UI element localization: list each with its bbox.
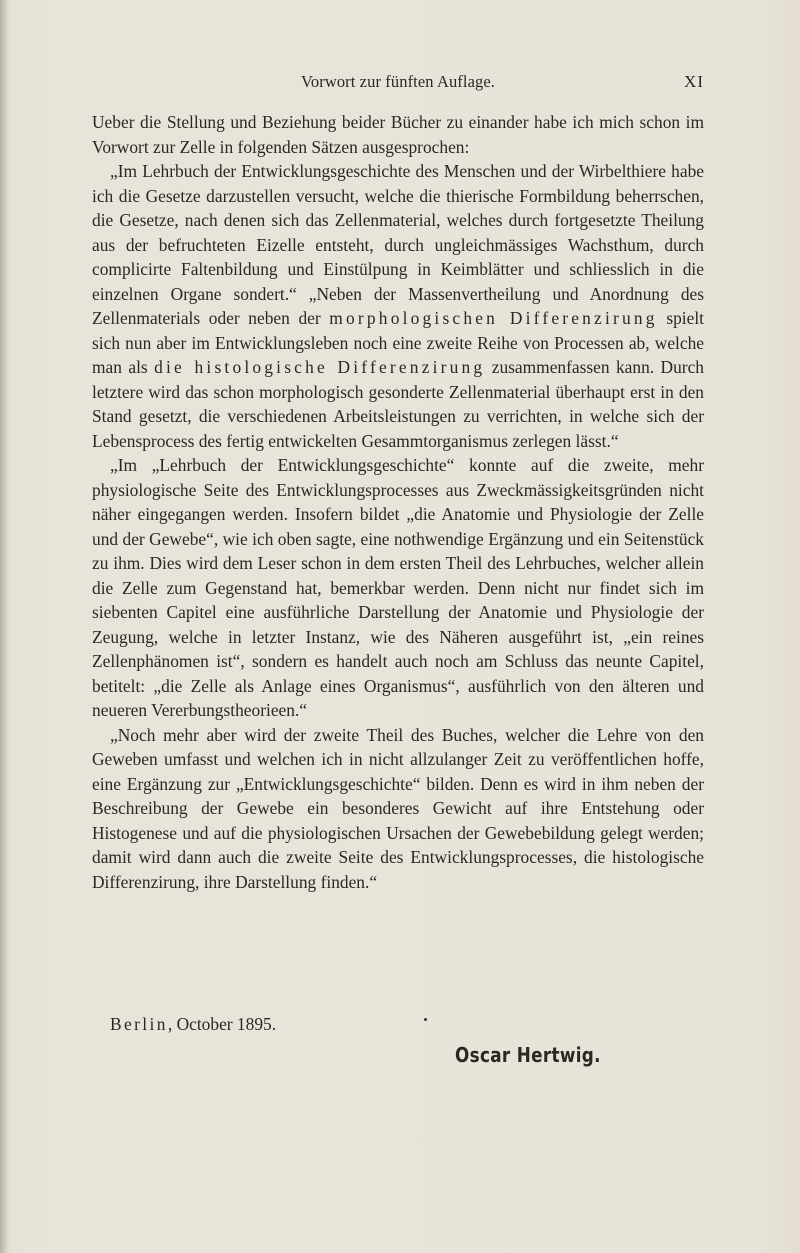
date: , October 1895. [167, 1014, 277, 1034]
paragraph [92, 159, 704, 453]
author-signature: Oscar Hertwig. [455, 1043, 601, 1067]
spaced-term: die histologische Differenzirung [154, 357, 486, 377]
paragraph [92, 723, 704, 895]
place: Berlin [110, 1014, 168, 1034]
running-title: Vorwort zur fünften Auflage. [300, 72, 496, 91]
page-number: XI [684, 72, 704, 91]
paragraph-text: spielt sich nun aber im Entwicklungsleben noch eine zweite Reihe von Processen ab, welche man als [92, 308, 704, 377]
page-header [92, 72, 704, 96]
paragraph-text: Ueber die Stellung und Beziehung beider Bücher zu einander habe ich mich schon im Vorwort zur Zelle in folgenden Sätzen ausgesprochen: [92, 112, 704, 157]
binding-shadow [0, 0, 8, 1253]
paragraph [92, 453, 704, 723]
paragraph-text: „Im Lehrbuch der Entwicklungsgeschichte des Menschen und der Wirbelthiere habe ich die Gesetze darzustellen versucht, welche die thierische Formbildung beherrschen, die Gesetze, nach denen sich das Zellenmaterial, welches durch fortgesetzte Theilung aus der befruchteten Eizelle entsteht, durch ungleichmässiges Wachsthum, durch complicirte Faltenbildung und Einstülpung in Keimblätter und schliesslich in die einzelnen Organe sondert.“ „Neben der Massenvertheilung und Anordnung des Zellenmaterials oder neben der [92, 161, 704, 328]
paragraph [92, 110, 704, 159]
paragraph-text: zusammenfassen kann. Durch letztere wird das schon morphologisch gesonderte Zellenmaterial überhaupt erst in den Stand gesetzt, die verschiedenen Arbeitsleistungen zu verrichten, in welche sich der Lebensprocess des fertig entwickelten Gesammtorganismus zerlegen lässt.“ [92, 357, 704, 451]
paragraph-text: „Im „Lehrbuch der Entwicklungsgeschichte“ konnte auf die zweite, mehr physiologische Seite des Entwicklungsprocesses aus Zweckmässigkeitsgründen nicht näher eingegangen werden. Insofern bildet „die Anatomie und Physiologie der Zelle und der Gewebe“, wie ich oben sagte, eine nothwendige Ergänzung und ein Seitenstück zu ihm. Dies wird dem Leser schon in dem ersten Theil des Lehrbuches, welcher allein die Zelle zum Gegenstand hat, bemerkbar werden. Denn nicht nur findet sich im siebenten Capitel eine ausführliche Darstellung der Anatomie und Physiologie der Zeugung, welche in letzter Instanz, wie des Näheren ausgeführt ist, „ein reines Zellenphänomen ist“, sondern es handelt auch noch am Schluss das neunte Capitel, betitelt: „die Zelle als Anlage eines Organismus“, ausführlich von den älteren und neueren Vererbungstheorieen.“ [92, 455, 704, 720]
print-speck [424, 1018, 427, 1021]
place-and-date [110, 1014, 276, 1035]
paragraph-text: „Noch mehr aber wird der zweite Theil des Buches, welcher die Lehre von den Geweben umfasst und welchen ich in nicht allzulanger Zeit zu veröffentlichen hoffe, eine Ergänzung zur „Entwicklungsgeschichte“ bilden. Denn es wird in ihm neben der Beschreibung der Gewebe ein besonderes Gewicht auf ihre Entstehung oder Histogenese und auf die physiologischen Ursachen der Gewebebildung gelegt werden; damit wird dann auch die zweite Seite des Entwicklungsprocesses, die histologische Differenzirung, ihre Darstellung finden.“ [92, 724, 704, 892]
body-text [92, 110, 704, 894]
spaced-term: morphologischen Differenzirung [329, 308, 658, 328]
